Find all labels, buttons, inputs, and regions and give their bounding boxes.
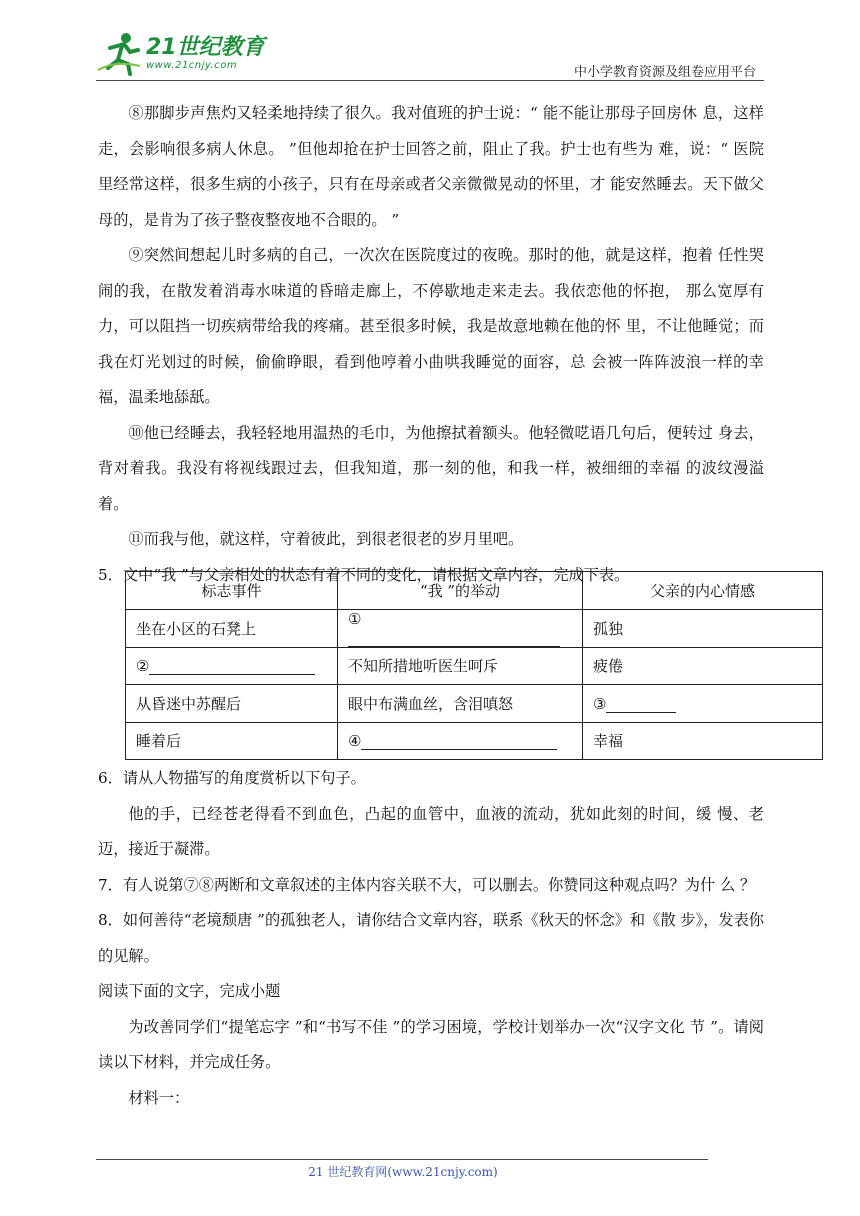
table-cell-feeling: 疲倦 (583, 647, 823, 685)
paragraph-8: ⑧那脚步声焦灼又轻柔地持续了很久。我对值班的护士说：“ 能不能让那母子回房休 息，这样走，会影响很多病人休息。 ”但他却抢在护士回答之前，阻止了我。护士也有些为 难，说：“ 医院里经常这样，很多生病的小孩子，只有在母亲或者父亲微微晃动的怀里，才 能安然睡去。天下做父母的，是肯为了孩子整夜整夜地不合眼的。 ” (98, 104, 764, 229)
page-footer: 21 世纪教育网(www.21cnjy.com) (308, 1165, 498, 1179)
platform-name: 中小学教育资源及组卷应用平台 (573, 65, 756, 80)
paragraph-9: ⑨突然间想起儿时多病的自己，一次次在医院度过的夜晚。那时的他，就是这样，抱着 任性哭闹的我，在散发着消毒水味道的昏暗走廊上，不停歇地走来走去。我依恋他的怀抱， 那么宽厚有力，可以阻挡一切疾病带给我的疼痛。甚至很多时候，我是故意地赖在他的怀 里，不让他睡觉；而我在灯光划过的时候，偷偷睁眼，看到他哼着小曲哄我睡觉的面容，总 会被一阵阵波浪一样的幸福，温柔地舔舐。 (98, 246, 764, 406)
questions-section (98, 761, 764, 1116)
question-7: 7．有人说第⑦⑧两断和文章叙述的主体内容关联不大，可以删去。你赞同这种观点吗？为什 么 ？ (98, 875, 756, 894)
table-cell-event: 坐在小区的石凳上 (126, 609, 338, 647)
table-cell-action[interactable] (338, 609, 583, 647)
reading-paragraph: 为改善同学们“提笔忘字 ”和“书写不佳 ”的学习困境，学校计划举办一次“汉字文化 节 ”。请阅读以下材料，并完成任务。 (98, 1017, 764, 1071)
table-row (126, 647, 823, 685)
table-cell-feeling: 孤独 (583, 609, 823, 647)
question-8: 8．如何善待“老境颓唐 ”的孤独老人，请你结合文章内容，联系《秋天的怀念》和《散 步》，发表你的见解。 (98, 911, 764, 965)
answer-blank[interactable] (348, 628, 560, 647)
table-row (126, 685, 823, 723)
answer-blank[interactable] (606, 694, 676, 713)
table-cell-event: 睡着后 (126, 722, 338, 760)
question-5: 5．文中“我 ”与父亲相处的状态有着不同的变化，请根据文章内容，完成下表。 (98, 565, 630, 584)
table-cell-action: 眼中布满血丝，含泪嗔怒 (338, 685, 583, 723)
reading-intro: 阅读下面的文字，完成小题 (98, 982, 281, 1000)
brand-url: www.21cnjy.com (146, 59, 238, 71)
table-cell-action[interactable] (338, 722, 583, 760)
table-cell-feeling: 幸福 (583, 722, 823, 760)
blank-number: ④ (348, 732, 362, 751)
question-6: 6．请从人物描写的角度赏析以下句子。 (98, 769, 366, 787)
blank-number: ② (136, 657, 150, 676)
table-header: “我 ”的举动 (338, 572, 583, 610)
table-cell-feeling[interactable] (583, 685, 823, 723)
table-header-row (126, 572, 823, 610)
table-row (126, 722, 823, 760)
brand-name: 21世纪教育 (146, 34, 265, 60)
table-header: 标志事件 (126, 572, 338, 610)
footer-divider (96, 1159, 708, 1160)
paragraph-11: ⑪而我与他，就这样，守着彼此，到很老很老的岁月里吧。 (128, 530, 524, 548)
table-cell-action: 不知所措地听医生呵斥 (338, 647, 583, 685)
answer-blank[interactable] (149, 656, 315, 675)
answer-table (125, 571, 823, 760)
answer-blank[interactable] (361, 731, 557, 750)
runner-logo-icon (96, 30, 142, 76)
table-row (126, 609, 823, 647)
header-divider (96, 80, 764, 81)
paragraph-10: ⑩他已经睡去，我轻轻地用温热的毛巾，为他擦拭着额头。他轻微呓语几句后，便转过 身去，背对着我。我没有将视线跟过去，但我知道，那一刻的他，和我一样，被细细的幸福 的波纹漫溢着。 (98, 423, 764, 513)
question-6-quote: 他的手，已经苍老得看不到血色，凸起的血管中，血液的流动，犹如此刻的时间，缓 慢、老迈，接近于凝滞。 (98, 804, 764, 858)
brand-logo (96, 30, 265, 76)
table-cell-event: 从昏迷中苏醒后 (126, 685, 338, 723)
page-header (0, 0, 860, 90)
blank-number: ① (348, 609, 362, 628)
blank-number: ③ (593, 694, 607, 713)
article-body (98, 96, 764, 593)
table-header: 父亲的内心情感 (583, 572, 823, 610)
material-1-label: 材料一： (128, 1088, 190, 1107)
table-cell-event[interactable] (126, 647, 338, 685)
